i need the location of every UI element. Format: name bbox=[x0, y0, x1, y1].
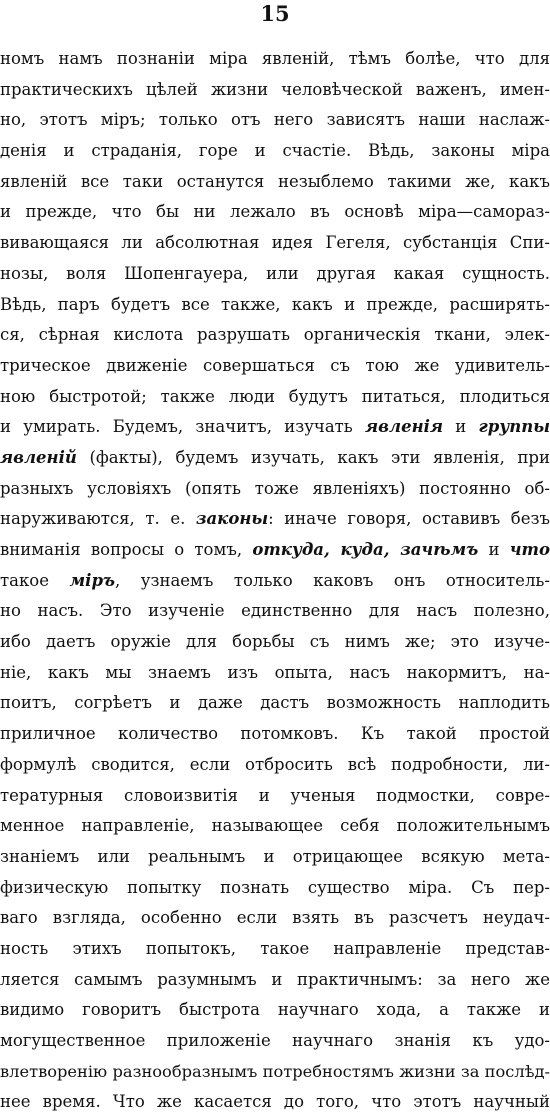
text-line bbox=[0, 1026, 550, 1057]
text-line bbox=[0, 290, 550, 321]
text-line bbox=[0, 259, 550, 290]
text-segment: и умирать. Будемъ, значитъ, изучать bbox=[0, 417, 366, 437]
text-line bbox=[0, 167, 550, 198]
text-segment: поитъ, согрѣетъ и даже дастъ возможность наплодить bbox=[0, 693, 550, 713]
text-line bbox=[0, 750, 550, 781]
text-line bbox=[0, 228, 550, 259]
text-segment: вивающаяся ли абсолютная идея Гегеля, субстанція Спи- bbox=[0, 233, 550, 253]
text-segment: вниманія вопросы о томъ, bbox=[0, 540, 253, 559]
text-line bbox=[0, 873, 550, 904]
text-segment: и прежде, что бы ни лежало въ основѣ міра—самораз- bbox=[0, 202, 550, 222]
emphasized-text: группы bbox=[478, 417, 550, 437]
body-text bbox=[0, 44, 550, 1118]
text-segment: приличное количество потомковъ. Къ такой простой bbox=[0, 724, 550, 744]
emphasized-text: міръ bbox=[69, 570, 115, 590]
text-segment: ляется самымъ разумнымъ и практичнымъ: за него же bbox=[0, 969, 550, 989]
text-segment: номъ намъ познаніи міра явленій, тѣмъ болѣе, что для bbox=[0, 49, 550, 68]
text-line bbox=[0, 842, 550, 873]
text-line bbox=[0, 965, 550, 996]
text-line bbox=[0, 320, 550, 351]
text-segment: ность этихъ попытокъ, такое направленіе представ- bbox=[0, 938, 550, 958]
text-segment: ною быстротой; также люди будутъ питаться, плодиться bbox=[0, 386, 550, 406]
text-line bbox=[0, 382, 550, 413]
text-segment: видимо говоритъ быстрота научнаго хода, а также и bbox=[0, 1000, 550, 1020]
emphasized-text: что bbox=[509, 540, 550, 559]
text-line bbox=[0, 719, 550, 750]
text-segment: (факты), будемъ изучать, какъ эти явленія, при bbox=[76, 447, 550, 467]
text-segment: нозы, воля Шопенгауера, или другая какая сущность. bbox=[0, 263, 550, 283]
text-line bbox=[0, 995, 550, 1026]
text-line bbox=[0, 811, 550, 842]
text-line bbox=[0, 781, 550, 812]
text-line bbox=[0, 351, 550, 382]
emphasized-text: законы bbox=[195, 509, 269, 529]
text-line bbox=[0, 688, 550, 719]
text-segment: влетворенію разнообразнымъ потребностямъ жизни за послѣд- bbox=[0, 1061, 550, 1081]
text-segment: Вѣдь, паръ будетъ все также, какъ и прежде, расширять- bbox=[0, 294, 550, 314]
text-line bbox=[0, 658, 550, 689]
text-line bbox=[0, 412, 550, 443]
text-line bbox=[0, 105, 550, 136]
text-segment: такое bbox=[0, 570, 70, 590]
text-segment: разныхъ условіяхъ (опять тоже явленіяхъ) постоянно об- bbox=[0, 478, 550, 498]
text-line bbox=[0, 474, 550, 505]
text-segment: менное направленіе, называющее себя положительнымъ bbox=[0, 816, 550, 836]
text-line bbox=[0, 535, 550, 566]
text-segment: явленій все таки останутся незыблемо такими же, какъ bbox=[0, 171, 550, 191]
text-segment: могущественное приложеніе научнаго знанія къ удо- bbox=[0, 1031, 550, 1050]
text-segment: формулѣ сводится, если отбросить всѣ подробности, ли- bbox=[0, 754, 550, 774]
text-segment: тературныя словоизвитія и ученыя подмостки, совре- bbox=[0, 785, 550, 805]
text-line bbox=[0, 596, 550, 627]
text-line bbox=[0, 1057, 550, 1088]
text-segment: нее время. Что же касается до того, что этотъ научный bbox=[0, 1092, 550, 1112]
page-number: 15 bbox=[260, 1, 290, 26]
text-line bbox=[0, 504, 550, 535]
text-segment: : иначе говоря, оставивъ безъ bbox=[268, 509, 550, 529]
text-segment: физическую попытку познать существо міра. Съ пер- bbox=[0, 877, 550, 897]
text-segment: и bbox=[443, 417, 479, 437]
text-segment: трическое движеніе совершаться съ тою же удивитель- bbox=[0, 355, 550, 375]
text-segment: ся, сѣрная кислота разрушать органическія ткани, элек- bbox=[0, 325, 550, 345]
text-segment: , узнаемъ только каковъ онъ относитель- bbox=[115, 570, 550, 590]
text-segment: ніе, какъ мы знаемъ изъ опыта, насъ накормитъ, на- bbox=[0, 662, 550, 682]
emphasized-text: явленій bbox=[0, 447, 77, 467]
emphasized-text: явленія bbox=[365, 417, 444, 437]
text-line bbox=[0, 627, 550, 658]
text-line bbox=[0, 197, 550, 228]
text-segment: практическихъ цѣлей жизни человѣческой важенъ, имен- bbox=[0, 79, 550, 99]
text-segment: знаніемъ или реальнымъ и отрицающее всякую мета- bbox=[0, 846, 550, 866]
text-line bbox=[0, 1087, 550, 1118]
text-segment: ибо даетъ оружіе для борьбы съ нимъ же; это изуче- bbox=[0, 632, 550, 652]
text-segment: наруживаются, т. е. bbox=[0, 509, 196, 529]
text-line bbox=[0, 934, 550, 965]
text-line bbox=[0, 566, 550, 597]
text-segment: ваго взгляда, особенно если взять въ разсчетъ неудач- bbox=[0, 908, 550, 928]
text-line bbox=[0, 44, 550, 75]
text-line bbox=[0, 903, 550, 934]
text-segment: но, этотъ міръ; только отъ него зависятъ наши наслаж- bbox=[0, 110, 550, 130]
text-line bbox=[0, 75, 550, 106]
text-segment: денія и страданія, горе и счастіе. Вѣдь, законы міра bbox=[0, 141, 550, 161]
text-segment: и bbox=[478, 540, 510, 559]
text-line bbox=[0, 136, 550, 167]
text-segment: но насъ. Это изученіе единственно для насъ полезно, bbox=[0, 601, 550, 621]
emphasized-text: откуда, куда, зачѣмъ bbox=[252, 540, 479, 559]
text-line bbox=[0, 443, 550, 474]
